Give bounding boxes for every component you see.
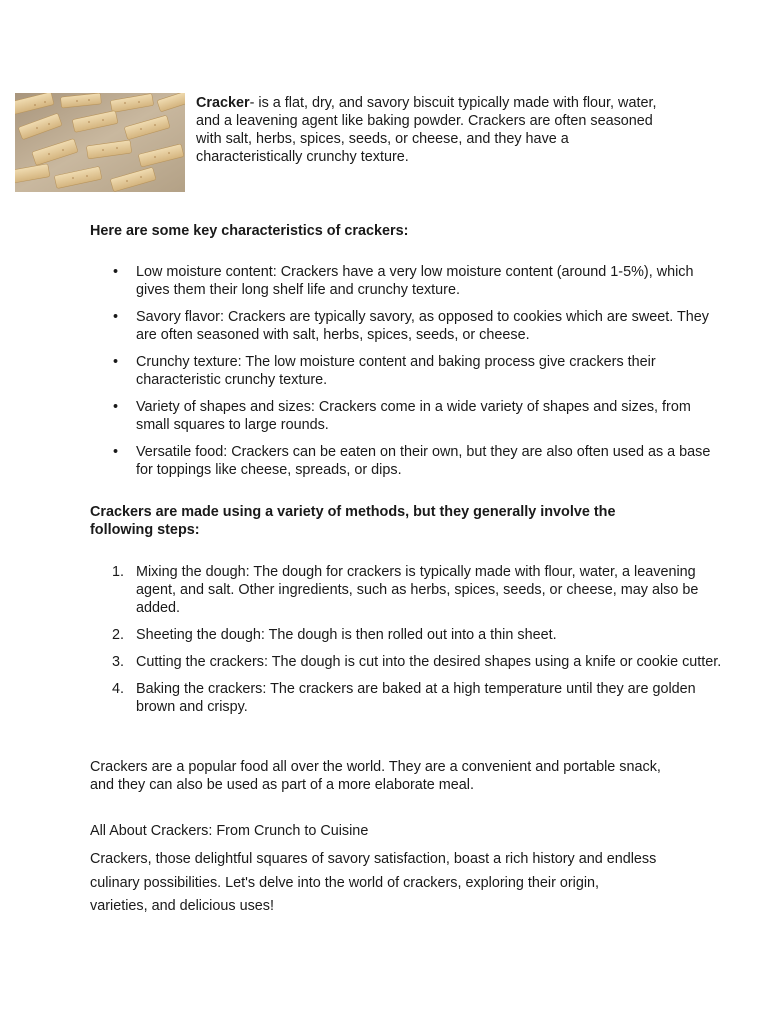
- section-body: Crackers, those delightful squares of savory satisfaction, boast a rich history and endless culinary possibilities. Let's delve into the world of crackers, exploring their origin, varieties, and delicious uses!: [90, 851, 657, 914]
- step-item: [112, 626, 726, 644]
- list-item: • Versatile food: Crackers can be eaten on their own, but they are also often used as a base for toppings like cheese, spreads, or dips.: [136, 443, 726, 479]
- intro-definition: - is a flat, dry, and savory biscuit typically made with flour, water, and a leavening agent like baking powder. Crackers are often seasoned with salt, herbs, spices, seeds, or cheese, and they have a characteristically crunchy texture.: [196, 95, 657, 165]
- step-number: 3.: [112, 654, 125, 670]
- characteristics-list: [90, 263, 726, 488]
- step-text: Cutting the crackers: The dough is cut into the desired shapes using a knife or cookie cutter.: [136, 654, 722, 670]
- list-item: • Savory flavor: Crackers are typically savory, as opposed to cookies which are sweet. They are often seasoned with salt, herbs, spices, seeds, or cheese.: [136, 308, 726, 344]
- step-number: 1.: [112, 564, 125, 580]
- crackers-photo: [15, 93, 185, 192]
- intro-term: Cracker: [196, 95, 250, 111]
- section-title: All About Crackers: From Crunch to Cuisine: [90, 823, 369, 839]
- step-text: Sheeting the dough: The dough is then rolled out into a thin sheet.: [136, 627, 557, 643]
- step-item: [112, 563, 726, 617]
- step-number: 2.: [112, 627, 125, 643]
- characteristics-heading: Here are some key characteristics of crackers:: [90, 223, 409, 239]
- step-text: Mixing the dough: The dough for crackers is typically made with flour, water, a leavening agent, and salt. Other ingredients, such as herbs, spices, seeds, or cheese, may also be added.: [136, 564, 699, 616]
- step-item: [112, 680, 726, 716]
- methods-steps-list: [90, 563, 726, 725]
- step-item: [112, 653, 726, 671]
- list-item: • Low moisture content: Crackers have a very low moisture content (around 1-5%), which gives them their long shelf life and crunchy texture.: [136, 263, 726, 299]
- list-item: • Crunchy texture: The low moisture content and baking process give crackers their characteristic crunchy texture.: [136, 353, 726, 389]
- list-item: • Variety of shapes and sizes: Crackers come in a wide variety of shapes and sizes, from small squares to large rounds.: [136, 398, 726, 434]
- methods-heading: Crackers are made using a variety of methods, but they generally involve the following steps:: [90, 504, 616, 538]
- crackers-photo-illustration: [15, 93, 185, 192]
- step-number: 4.: [112, 681, 125, 697]
- closing-paragraph: Crackers are a popular food all over the world. They are a convenient and portable snack, and they can also be used as part of a more elaborate meal.: [90, 759, 661, 793]
- step-text: Baking the crackers: The crackers are baked at a high temperature until they are golden brown and crispy.: [136, 681, 696, 715]
- intro-paragraph: [196, 94, 676, 166]
